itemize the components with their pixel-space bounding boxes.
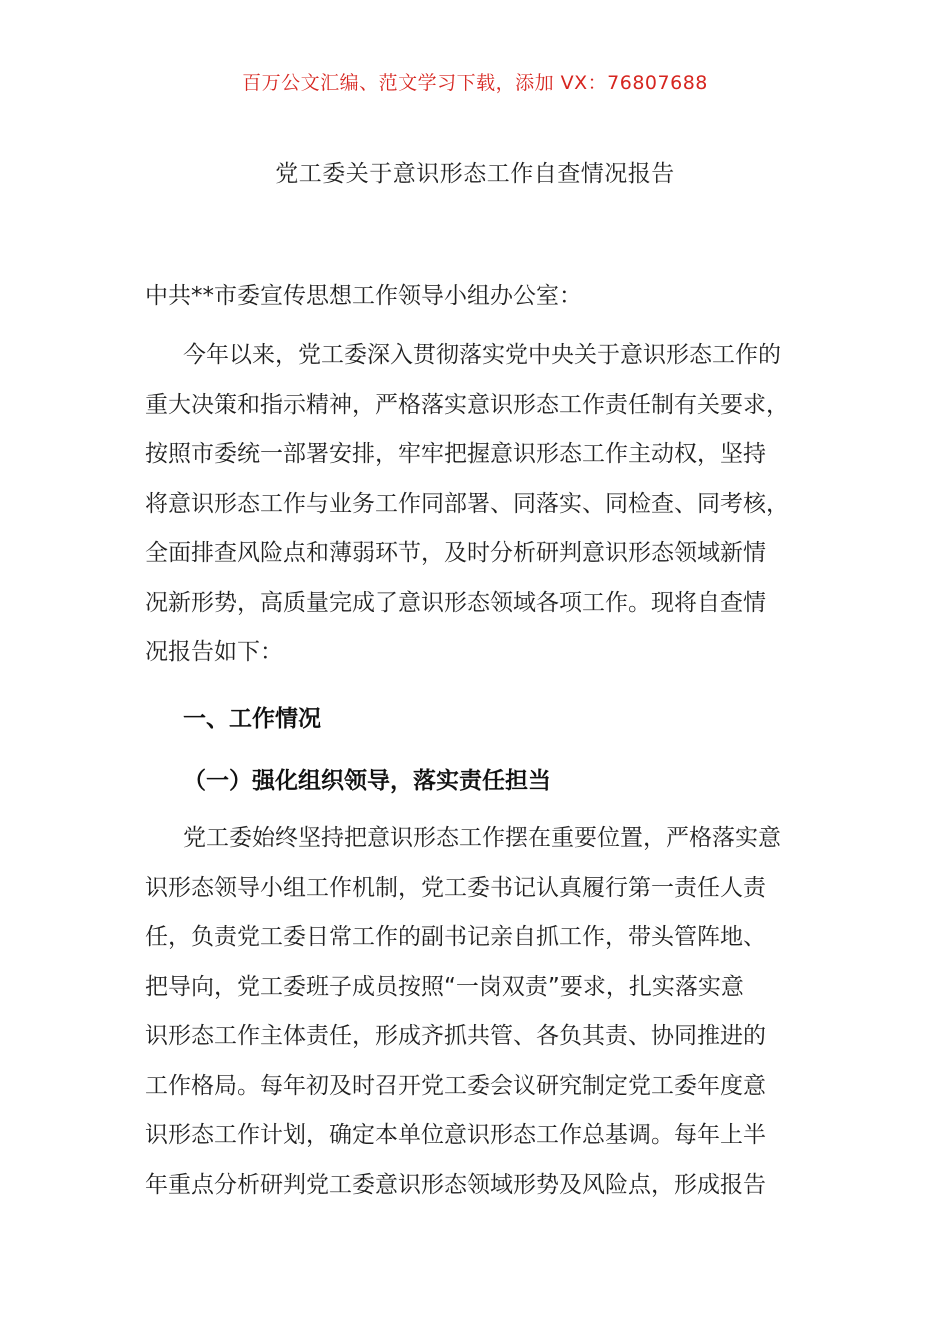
paragraph-line: 重大决策和指示精神，严格落实意识形态工作责任制有关要求， — [145, 391, 789, 418]
paragraph-line: 今年以来，党工委深入贯彻落实党中央关于意识形态工作的 — [183, 342, 781, 368]
paragraph-line: 识形态领导小组工作机制，党工委书记认真履行第一责任人责 — [145, 874, 766, 901]
salutation-text: 中共**市委宣传思想工作领导小组办公室： — [145, 283, 582, 309]
section-heading-work-status: 一、工作情况 — [183, 706, 321, 732]
paragraph-line: 工作格局。每年初及时召开党工委会议研究制定党工委年度意 — [145, 1072, 766, 1099]
paragraph-line: 识形态工作计划，确定本单位意识形态工作总基调。每年上半 — [145, 1122, 766, 1148]
paragraph-line: 任，负责党工委日常工作的副书记亲自抓工作，带头管阵地、 — [145, 924, 766, 950]
document-title: 党工委关于意识形态工作自查情况报告 — [275, 161, 675, 187]
paragraph-line: 年重点分析研判党工委意识形态领域形势及风险点，形成报告 — [145, 1171, 766, 1198]
paragraph-organization — [145, 814, 835, 1210]
paragraph-line: 将意识形态工作与业务工作同部署、同落实、同检查、同考核， — [145, 490, 789, 517]
paragraph-line: 全面排查风险点和薄弱环节，及时分析研判意识形态领域新情 — [145, 540, 766, 566]
paragraph-line: 党工委始终坚持把意识形态工作摆在重要位置，严格落实意 — [183, 825, 781, 851]
subsection-heading-organization: （一）强化组织领导，落实责任担当 — [183, 768, 551, 794]
paragraph-line: 况报告如下： — [145, 639, 283, 665]
paragraph-intro — [145, 331, 835, 678]
paragraph-line: 把导向，党工委班子成员按照“一岗双责”要求，扎实落实意 — [145, 973, 744, 1000]
paragraph-line: 况新形势，高质量完成了意识形态领域各项工作。现将自查情 — [145, 589, 766, 616]
paragraph-line: 识形态工作主体责任，形成齐抓共管、各负其责、协同推进的 — [145, 1023, 766, 1049]
header-watermark-note: 百万公文汇编、范文学习下载，添加 VX：76807688 — [242, 72, 708, 94]
salutation — [145, 272, 835, 322]
paragraph-line: 按照市委统一部署安排，牢牢把握意识形态工作主动权，坚持 — [145, 441, 766, 467]
